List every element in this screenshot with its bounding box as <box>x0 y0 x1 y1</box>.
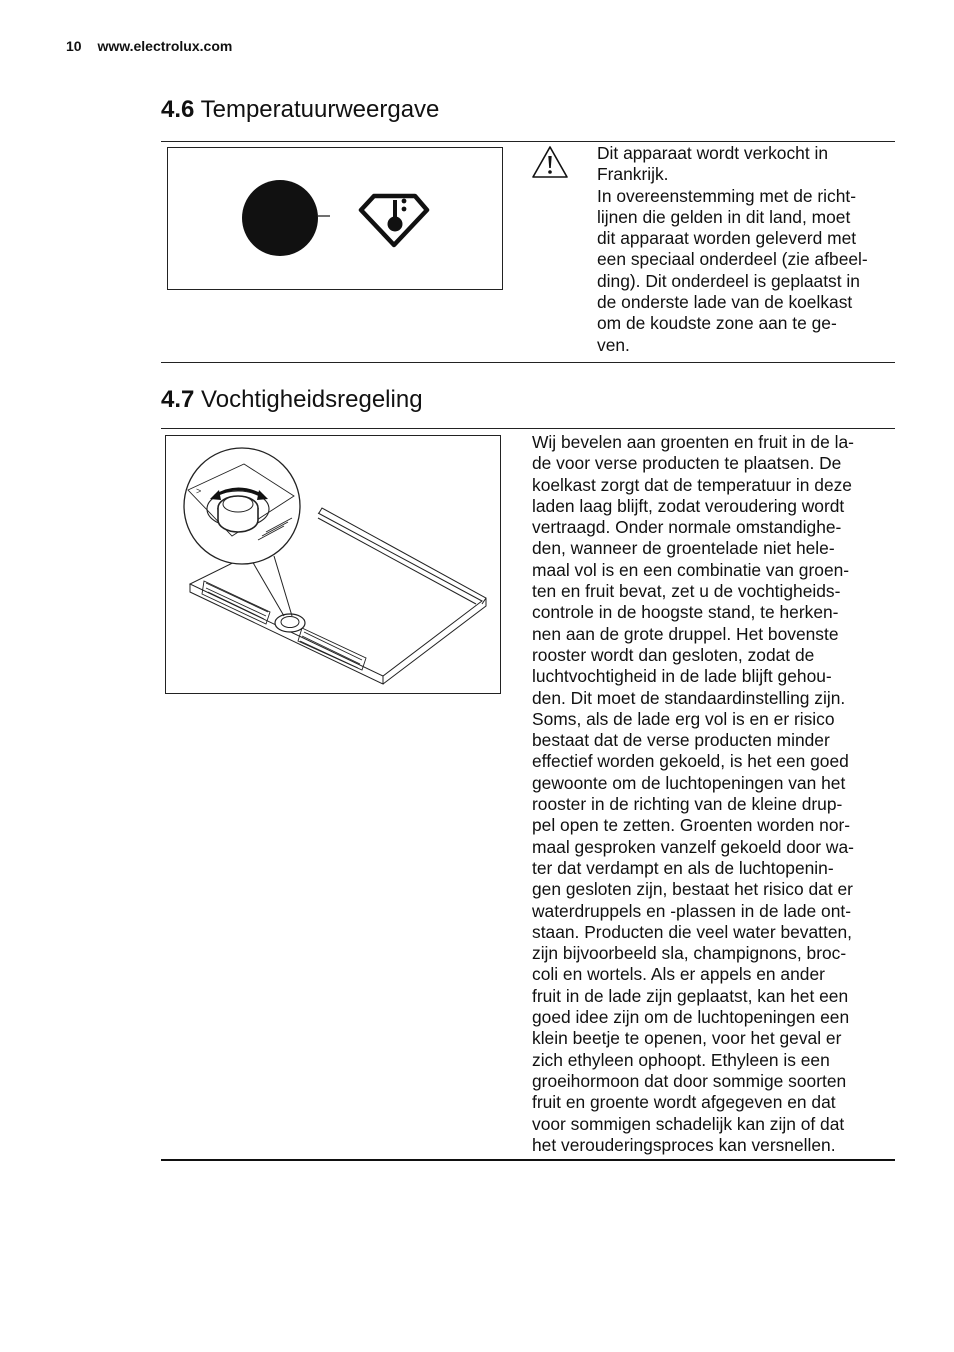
text-line: rooster in de richting van de kleine drup- <box>532 794 843 815</box>
section-4-6-bottom-rule <box>161 362 895 363</box>
section-number: 4.6 <box>161 96 195 123</box>
text-line: dit apparaat worden geleverd met <box>597 228 857 249</box>
text-line: den, wanneer de groentelade niet hele- <box>532 538 835 559</box>
humidity-dial-small <box>275 614 305 632</box>
text-line: zich ethyleen ophoopt. Ethyleen is een <box>532 1049 830 1070</box>
humidity-control-figure <box>165 435 501 694</box>
black-dot-indicator <box>242 180 318 256</box>
text-line: luchtvochtigheid in de lade blijft gehou- <box>532 666 832 687</box>
text-line: maal gesproken vanzelf gekoeld door wa- <box>532 836 854 857</box>
text-line: gewoonte om de luchtopeningen van het <box>532 772 846 793</box>
text-line: Dit apparaat wordt verkocht in <box>597 143 829 163</box>
section-4-7-bottom-rule <box>161 1159 895 1161</box>
cold-zone-symbol-icon <box>361 196 427 245</box>
text-line: waterdruppels en -plassen in de lade ont- <box>532 900 852 921</box>
text-line: klein beetje te openen, voor het geval er <box>532 1028 842 1049</box>
section-4-7-heading <box>161 386 423 414</box>
text-line: ven. <box>597 334 630 355</box>
text-line: ten en fruit bevat, zet u de vochtigheids- <box>532 581 841 602</box>
text-line: controle in de hoogste stand, te herken- <box>532 602 839 623</box>
text-line: Frankrijk. <box>597 164 669 185</box>
text-line: gen gesloten zijn, bestaat het risico dat er <box>532 879 853 900</box>
text-line: goed idee zijn om de luchtopeningen een <box>532 1007 850 1028</box>
page-number: 10 <box>66 38 82 54</box>
text-line: staan. Producten die veel water bevatten, <box>532 921 852 942</box>
text-line: nen aan de grote druppel. Het bovenste <box>532 623 839 644</box>
text-line: den. Dit moet de standaardinstelling zijn. <box>532 687 846 708</box>
section-4-6-heading <box>161 96 439 124</box>
text-line: ding). Dit onderdeel is geplaatst in <box>597 270 860 291</box>
text-line: de voor verse producten te plaatsen. De <box>532 453 842 474</box>
section-number: 4.7 <box>161 386 195 413</box>
section-4-6-top-rule <box>161 141 895 142</box>
text-line: een speciaal onderdeel (zie afbeel- <box>597 249 868 270</box>
section-title: Vochtigheidsregeling <box>201 386 423 413</box>
website-link[interactable]: www.electrolux.com <box>97 38 233 54</box>
text-line: vertraagd. Onder normale omstandighe- <box>532 517 842 538</box>
text-line: pel open te zetten. Groenten worden nor- <box>532 815 851 836</box>
text-line: Soms, als de lade erg vol is en er risico <box>532 708 835 729</box>
text-line: groeihormoon dat door sommige soorten <box>532 1070 847 1091</box>
text-line: laden laag blijft, zodat veroudering wordt <box>532 495 845 516</box>
section-4-6-text <box>597 143 897 356</box>
text-line: coli en wortels. Als er appels en ander <box>532 964 825 985</box>
text-line: fruit in de lade zijn geplaatst, kan het een <box>532 985 849 1006</box>
text-line: lijnen die gelden in dit land, moet <box>597 206 851 227</box>
text-line: maal vol is en een combinatie van groen- <box>532 559 850 580</box>
text-line: rooster wordt dan gesloten, zodat de <box>532 644 815 665</box>
text-line: Wij bevelen aan groenten en fruit in de la- <box>532 432 854 452</box>
text-line: het verouderingsproces kan versnellen. <box>532 1134 836 1155</box>
text-line: In overeenstemming met de richt- <box>597 185 857 206</box>
text-line: zijn bijvoorbeeld sla, champignons, broc- <box>532 943 847 964</box>
temperature-indicator-figure <box>167 147 503 290</box>
vent-grille-right <box>298 628 366 670</box>
section-4-7-top-rule <box>161 428 895 429</box>
text-line: voor sommigen schadelijk kan zijn of dat <box>532 1113 845 1134</box>
section-title: Temperatuurweergave <box>200 96 440 123</box>
text-line: de onderste lade van de koelkast <box>597 292 853 313</box>
text-line: bestaat dat de verse producten minder <box>532 730 830 751</box>
text-line: koelkast zorgt dat de temperatuur in deze <box>532 474 852 495</box>
text-line: om de koudste zone aan te ge- <box>597 313 837 334</box>
text-line: ter dat verdampt en als de luchtopenin- <box>532 857 834 878</box>
section-4-7-text <box>532 432 892 1156</box>
text-line: fruit en groente wordt afgegeven en dat <box>532 1092 836 1113</box>
page-header <box>66 38 232 54</box>
text-line: effectief worden gekoeld, is het een goed <box>532 751 849 772</box>
warning-triangle-icon <box>531 143 569 181</box>
svg-text:>: > <box>196 486 202 496</box>
magnified-detail <box>184 448 300 564</box>
